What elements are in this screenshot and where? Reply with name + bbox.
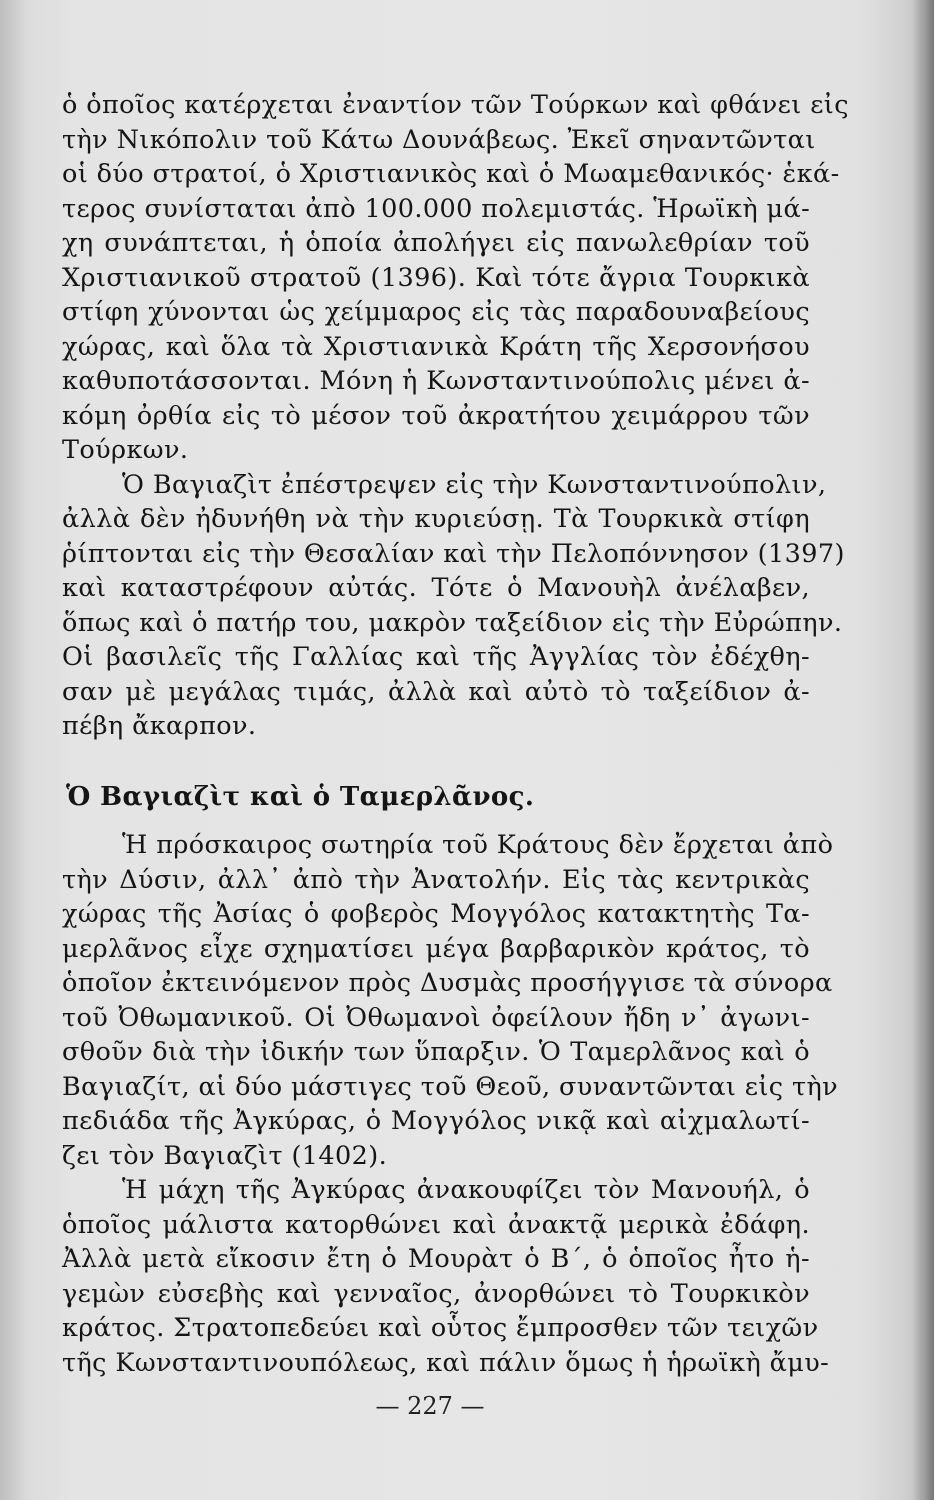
text-line: Χριστιανικοῦ στρατοῦ (1396). Καὶ τότε ἄγρια Τουρκικὰ <box>62 262 810 293</box>
text-line: σαν μὲ μεγάλας τιμάς, ἀλλὰ καὶ αὐτὸ τὸ ταξείδιον ἀ- <box>62 676 810 707</box>
text-line: τὴν Νικόπολιν τοῦ Κάτω Δουνάβεως. Ἐκεῖ σηναντῶνται <box>62 124 816 155</box>
section-heading: Ὁ Βαγιαζὶτ καὶ ὁ Ταμερλᾶνος. <box>66 781 535 812</box>
paragraph-2 <box>62 468 845 744</box>
text-line: Ἡ μάχη τῆς Ἀγκύρας ἀνακουφίζει τὸν Μανουήλ, ὁ <box>122 1175 810 1205</box>
text-line: Ἡ πρόσκαιρος σωτηρία τοῦ Κράτους δὲν ἔρχεται ἀπὸ <box>122 830 834 860</box>
text-line: πέβη ἄκαρπον. <box>62 711 257 741</box>
text-line: ἀλλὰ δὲν ἠδυνήθη νὰ τὴν κυριεύσῃ. Τὰ Τουρκικὰ στίφη <box>62 504 810 534</box>
body-text <box>62 88 849 1380</box>
paragraph-3 <box>62 828 839 1173</box>
text-line: χώρας, καὶ ὅλα τὰ Χριστιανικὰ Κράτη τῆς Χερσονήσου <box>62 331 810 362</box>
text-line: τοῦ Ὀθωμανικοῦ. Οἱ Ὀθωμανοὶ ὀφείλουν ἤδη ν᾽ ἀγωνι- <box>62 1002 810 1033</box>
text-line: καὶ καταστρέφουν αὐτάς. Τότε ὁ Μανουὴλ ἀνέλαβεν, <box>62 573 810 603</box>
text-line: ῥίπτονται εἰς τὴν Θεσαλίαν καὶ τὴν Πελοπόννησον (1397) <box>62 538 845 569</box>
text-line: γεμὼν εὐσεβὴς καὶ γενναῖος, ἀνορθώνει τὸ Τουρκικὸν <box>62 1278 810 1309</box>
text-line: ὁποῖον ἐκτεινόμενον πρὸς Δυσμὰς προσήγγισε τὰ σύνορα <box>62 968 833 998</box>
text-line: μερλᾶνος εἶχε σχηματίσει μέγα βαρβαρικὸν κράτος, τὸ <box>62 933 810 964</box>
paragraph-4 <box>62 1173 830 1380</box>
text-line: πεδιάδα τῆς Ἀγκύρας, ὁ Μογγόλος νικᾷ καὶ αἰχμαλωτί- <box>62 1106 810 1136</box>
text-line: ζει τὸν Βαγιαζὶτ (1402). <box>62 1140 388 1171</box>
text-line: τῆς Κωνσταντινουπόλεως, καὶ πάλιν ὅμως ἡ ἡρωϊκὴ ἄμυ- <box>62 1347 830 1378</box>
text-line: τὴν Δύσιν, ἀλλ᾽ ἀπὸ τὴν Ἀνατολήν. Εἰς τὰς κεντρικὰς <box>62 864 810 895</box>
text-line: ὅπως καὶ ὁ πατήρ του, μακρὸν ταξείδιον εἰς τὴν Εὐρώπην. <box>62 607 843 638</box>
paragraph-1 <box>62 88 849 468</box>
text-line: Ἀλλὰ μετὰ εἴκοσιν ἔτη ὁ Μουρὰτ ὁ Β΄, ὁ ὁποῖος ἦτο ἡ- <box>62 1244 810 1274</box>
text-line: σθοῦν διὰ τὴν ἰδικήν των ὕπαρξιν. Ὁ Ταμερλᾶνος καὶ ὁ <box>62 1037 810 1067</box>
text-line: στίφη χύνονται ὡς χείμμαρος εἰς τὰς παραδουναβείους <box>62 297 810 327</box>
text-line: κόμη ὀρθία εἰς τὸ μέσον τοῦ ἀκρατήτου χειμάρρου τῶν <box>62 400 810 431</box>
text-line: χη συνάπτεται, ἡ ὁποία ἀπολήγει εἰς πανωλεθρίαν τοῦ <box>62 228 810 258</box>
page-spine-shadow <box>912 0 934 1500</box>
text-line: Ὁ Βαγιαζὶτ ἐπέστρεψεν εἰς τὴν Κωνσταντινούπολιν, <box>122 469 827 500</box>
text-line: κράτος. Στρατοπεδεύει καὶ οὗτος ἔμπροσθεν τῶν τειχῶν <box>62 1313 819 1343</box>
text-line: χώρας τῆς Ἀσίας ὁ φοβερὸς Μογγόλος κατακτητὴς Τα- <box>62 899 810 929</box>
page-number: — 227 — <box>375 1392 485 1420</box>
text-line: οἱ δύο στρατοί, ὁ Χριστιανικὸς καὶ ὁ Μωαμεθανικός· ἑκά- <box>62 159 840 189</box>
text-line: τερος συνίσταται ἀπὸ 100.000 πολεμιστάς. Ἡρωϊκὴ μά- <box>62 193 811 224</box>
text-line: καθυποτάσσονται. Μόνη ἡ Κωνσταντινούπολις μένει ἀ- <box>62 366 810 396</box>
text-line: Τούρκων. <box>62 435 189 465</box>
text-line: Βαγιαζίτ, αἱ δύο μάστιγες τοῦ Θεοῦ, συναντῶνται εἰς τὴν <box>62 1071 839 1102</box>
text-line: ὁ ὁποῖος κατέρχεται ἐναντίον τῶν Τούρκων καὶ φθάνει εἰς <box>62 90 849 120</box>
text-line: ὁποῖος μάλιστα κατορθώνει καὶ ἀνακτᾷ μερικὰ ἐδάφη. <box>62 1209 810 1240</box>
text-line: Οἱ βασιλεῖς τῆς Γαλλίας καὶ τῆς Ἀγγλίας τὸν ἐδέχθη- <box>62 642 810 672</box>
